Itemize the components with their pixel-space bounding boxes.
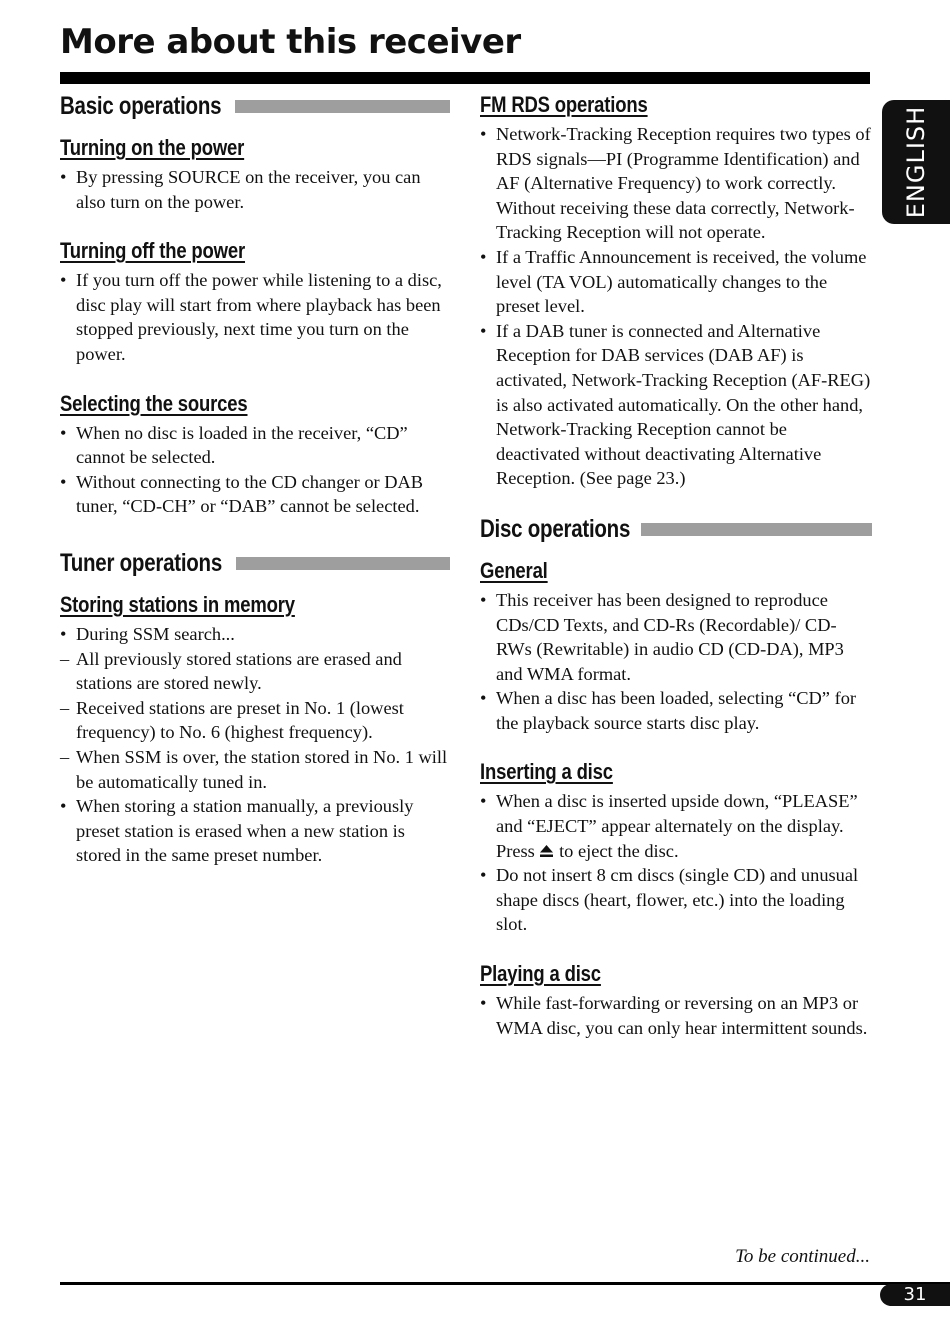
subsection-title: Inserting a disc bbox=[480, 759, 613, 785]
subsection-title: FM RDS operations bbox=[480, 92, 648, 117]
right-column bbox=[480, 92, 872, 1040]
list-item: • If a DAB tuner is connected and Alternative Reception for DAB services (DAB AF) is activated, Network-Tracking Reception (AF-REG) is also activated automatically. On the other hand, Network-Tracking Reception cannot be deactivated without deactivating Alternative Reception. (See page 23.) bbox=[480, 319, 872, 491]
to-be-continued: To be continued... bbox=[735, 1246, 870, 1267]
language-tab-label: ENGLISH bbox=[902, 105, 930, 219]
list-item: • Network-Tracking Reception requires two types of RDS signals—PI (Programme Identification) and AF (Alternative Frequency) to work correctly. Without receiving these data correctly, Network-Tracking Reception will not operate. bbox=[480, 122, 872, 245]
page-title: More about this receiver bbox=[60, 22, 521, 62]
ssm-intro: During SSM search... bbox=[76, 623, 235, 644]
title-rule bbox=[60, 72, 870, 84]
subsection-turning-off bbox=[60, 228, 450, 366]
subsection-storing-stations bbox=[60, 582, 450, 868]
list-item: • When a disc has been loaded, selecting “CD” for the playback source starts disc play. bbox=[480, 686, 872, 735]
list-item: • By pressing SOURCE on the receiver, you can also turn on the power. bbox=[60, 165, 450, 214]
subsection-inserting-disc bbox=[480, 749, 872, 937]
subsection-title: Turning off the power bbox=[60, 238, 246, 264]
list-item: • When no disc is loaded in the receiver, “CD” cannot be selected. bbox=[60, 421, 450, 470]
eject-icon bbox=[539, 844, 554, 858]
footer-rule bbox=[60, 1282, 950, 1285]
section-title: Basic operations bbox=[60, 92, 222, 120]
list-item bbox=[60, 622, 450, 794]
subsection-title: Selecting the sources bbox=[60, 390, 248, 416]
section-title: Disc operations bbox=[480, 514, 631, 543]
list-item bbox=[480, 789, 872, 863]
inserting-text-before: When a disc is inserted upside down, “PLEASE” and “EJECT” appear alternately on the display. Press bbox=[496, 791, 858, 861]
left-column bbox=[60, 92, 450, 868]
subsection-title: Playing a disc bbox=[480, 961, 601, 987]
section-disc-operations bbox=[480, 515, 872, 544]
dash-item: – When SSM is over, the station stored in No. 1 will be automatically tuned in. bbox=[60, 745, 450, 794]
list-item: • While fast-forwarding or reversing on an MP3 or WMA disc, you can only hear intermittent sounds. bbox=[480, 991, 872, 1040]
section-tuner-operations bbox=[60, 549, 450, 578]
section-title: Tuner operations bbox=[60, 548, 222, 577]
section-bar bbox=[641, 523, 872, 536]
subsection-title: General bbox=[480, 557, 548, 583]
list-item: • If a Traffic Announcement is received, the volume level (TA VOL) automatically changes to the preset level. bbox=[480, 245, 872, 319]
subsection-title: Storing stations in memory bbox=[60, 591, 295, 617]
dash-item: – All previously stored stations are erased and stations are stored newly. bbox=[60, 647, 450, 696]
subsection-general bbox=[480, 548, 872, 736]
list-item: • When storing a station manually, a previously preset station is erased when a new station is stored in the same preset number. bbox=[60, 794, 450, 868]
list-item: • Do not insert 8 cm discs (single CD) and unusual shape discs (heart, flower, etc.) into the loading slot. bbox=[480, 863, 872, 937]
inserting-text-after: to eject the disc. bbox=[559, 840, 679, 861]
section-basic-operations bbox=[60, 92, 450, 121]
dash-item: – Received stations are preset in No. 1 (lowest frequency) to No. 6 (highest frequency). bbox=[60, 696, 450, 745]
page-number: 31 bbox=[880, 1284, 950, 1306]
subsection-fm-rds bbox=[480, 92, 872, 491]
list-item: • This receiver has been designed to reproduce CDs/CD Texts, and CD-Rs (Recordable)/ CD-RWs (Rewritable) in audio CD (CD-DA), MP3 and WMA format. bbox=[480, 588, 872, 686]
subsection-selecting-sources bbox=[60, 381, 450, 519]
subsection-playing-disc bbox=[480, 951, 872, 1040]
language-tab bbox=[882, 100, 950, 224]
subsection-turning-on bbox=[60, 125, 450, 214]
section-bar bbox=[236, 557, 450, 570]
section-bar bbox=[235, 100, 450, 113]
list-item: • Without connecting to the CD changer or DAB tuner, “CD-CH” or “DAB” cannot be selected. bbox=[60, 470, 450, 519]
subsection-title: Turning on the power bbox=[60, 135, 245, 160]
list-item: • If you turn off the power while listening to a disc, disc play will start from where playback has been stopped previously, next time you turn on the power. bbox=[60, 268, 450, 366]
